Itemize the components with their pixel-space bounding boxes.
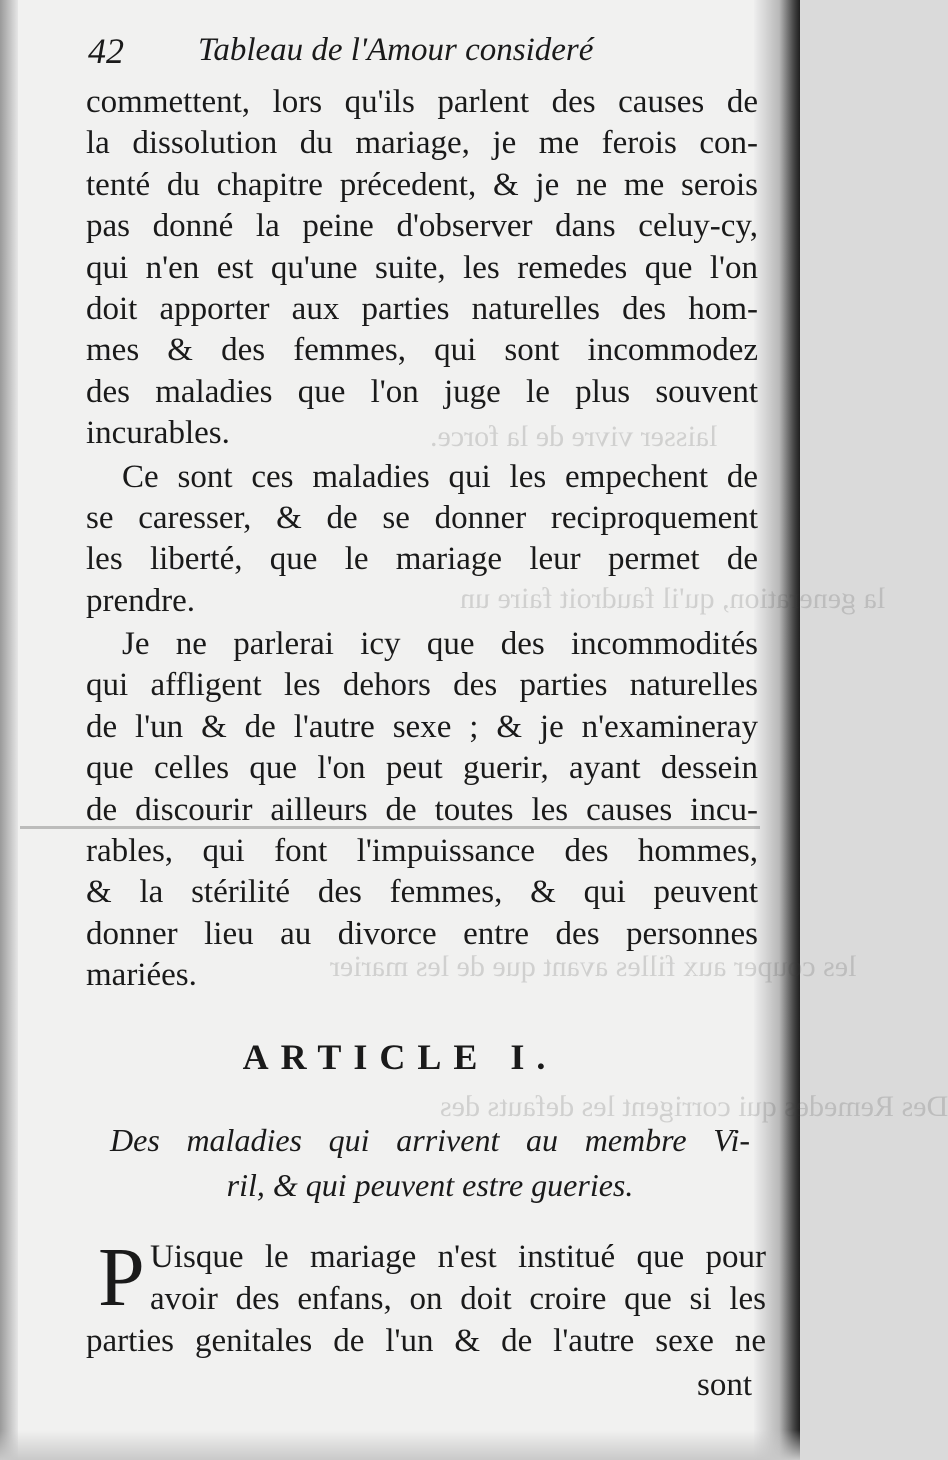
bleed-through-text: les couper aux filles avant que de les marier <box>330 950 857 983</box>
text-line: de discourir ailleurs de toutes les causes incu- <box>86 791 758 828</box>
text-line: se caresser, & de se donner reciproquement <box>86 499 758 536</box>
text-line: pas donné la peine d'observer dans celuy-cy, <box>86 208 758 245</box>
article-heading: ARTICLE I. <box>242 1037 558 1077</box>
text-line: donner lieu au divorce entre des personnes <box>86 915 758 952</box>
bleed-through-text: Des Remedes qui corrigent les defauts des <box>440 1090 948 1123</box>
page-left-edge <box>0 0 18 1460</box>
subtitle-line: ril, & qui peuvent estre gueries. <box>226 1167 634 1203</box>
catchword: sont <box>696 1367 752 1403</box>
text-line: & la stérilité des femmes, & qui peuvent <box>86 874 758 911</box>
body-text <box>86 82 758 997</box>
text-line: prendre. <box>86 582 196 619</box>
text-line: la dissolution du mariage, je me ferois con- <box>86 125 758 162</box>
running-head-title: Tableau de l'Amour consideré <box>198 32 594 68</box>
text-line: Ce sont ces maladies qui les empechent de <box>122 458 758 495</box>
page-bottom-edge <box>0 1430 800 1460</box>
text-line: doit apporter aux parties naturelles des hom- <box>86 290 758 327</box>
text-line: parties genitales de l'un & de l'autre sexe ne <box>86 1323 766 1359</box>
drop-cap: P <box>98 1231 145 1324</box>
text-line: qui n'en est qu'une suite, les remedes que l'on <box>86 249 758 286</box>
text-line: les liberté, que le mariage leur permet de <box>86 541 758 578</box>
text-line: rables, qui font l'impuissance des hommes, <box>86 833 758 870</box>
text-line: qui affligent les dehors des parties naturelles <box>86 667 758 704</box>
running-head <box>88 30 688 80</box>
bleed-through-text: la generation, qu'il faudroit faire un <box>460 582 886 615</box>
text-line: mariées. <box>86 957 197 994</box>
text-line: de l'un & de l'autre sexe ; & je n'examineray <box>86 708 758 745</box>
text-line: des maladies que l'on juge le plus souvent <box>86 373 758 410</box>
text-line: commettent, lors qu'ils parlent des causes de <box>86 84 758 120</box>
text-line: incurables. <box>86 415 230 452</box>
text-line: Je ne parlerai icy que des incommodités <box>122 626 758 663</box>
page-number: 42 <box>88 31 124 71</box>
text-line: avoir des enfans, on doit croire que si les <box>150 1281 766 1317</box>
text-line: tenté du chapitre précedent, & je ne me serois <box>86 166 758 203</box>
text-line: mes & des femmes, qui sont incommodez <box>86 332 758 369</box>
text-line: que celles que l'on peut guerir, ayant dessein <box>86 750 758 787</box>
bleed-through-text: laisser vivre de la force. <box>430 420 718 453</box>
article-body <box>86 1231 766 1362</box>
article-subtitle <box>110 1118 750 1208</box>
subtitle-line: Des maladies qui arrivent au membre Vi- <box>110 1122 750 1158</box>
text-line: Uisque le mariage n'est institué que pour <box>150 1239 766 1275</box>
